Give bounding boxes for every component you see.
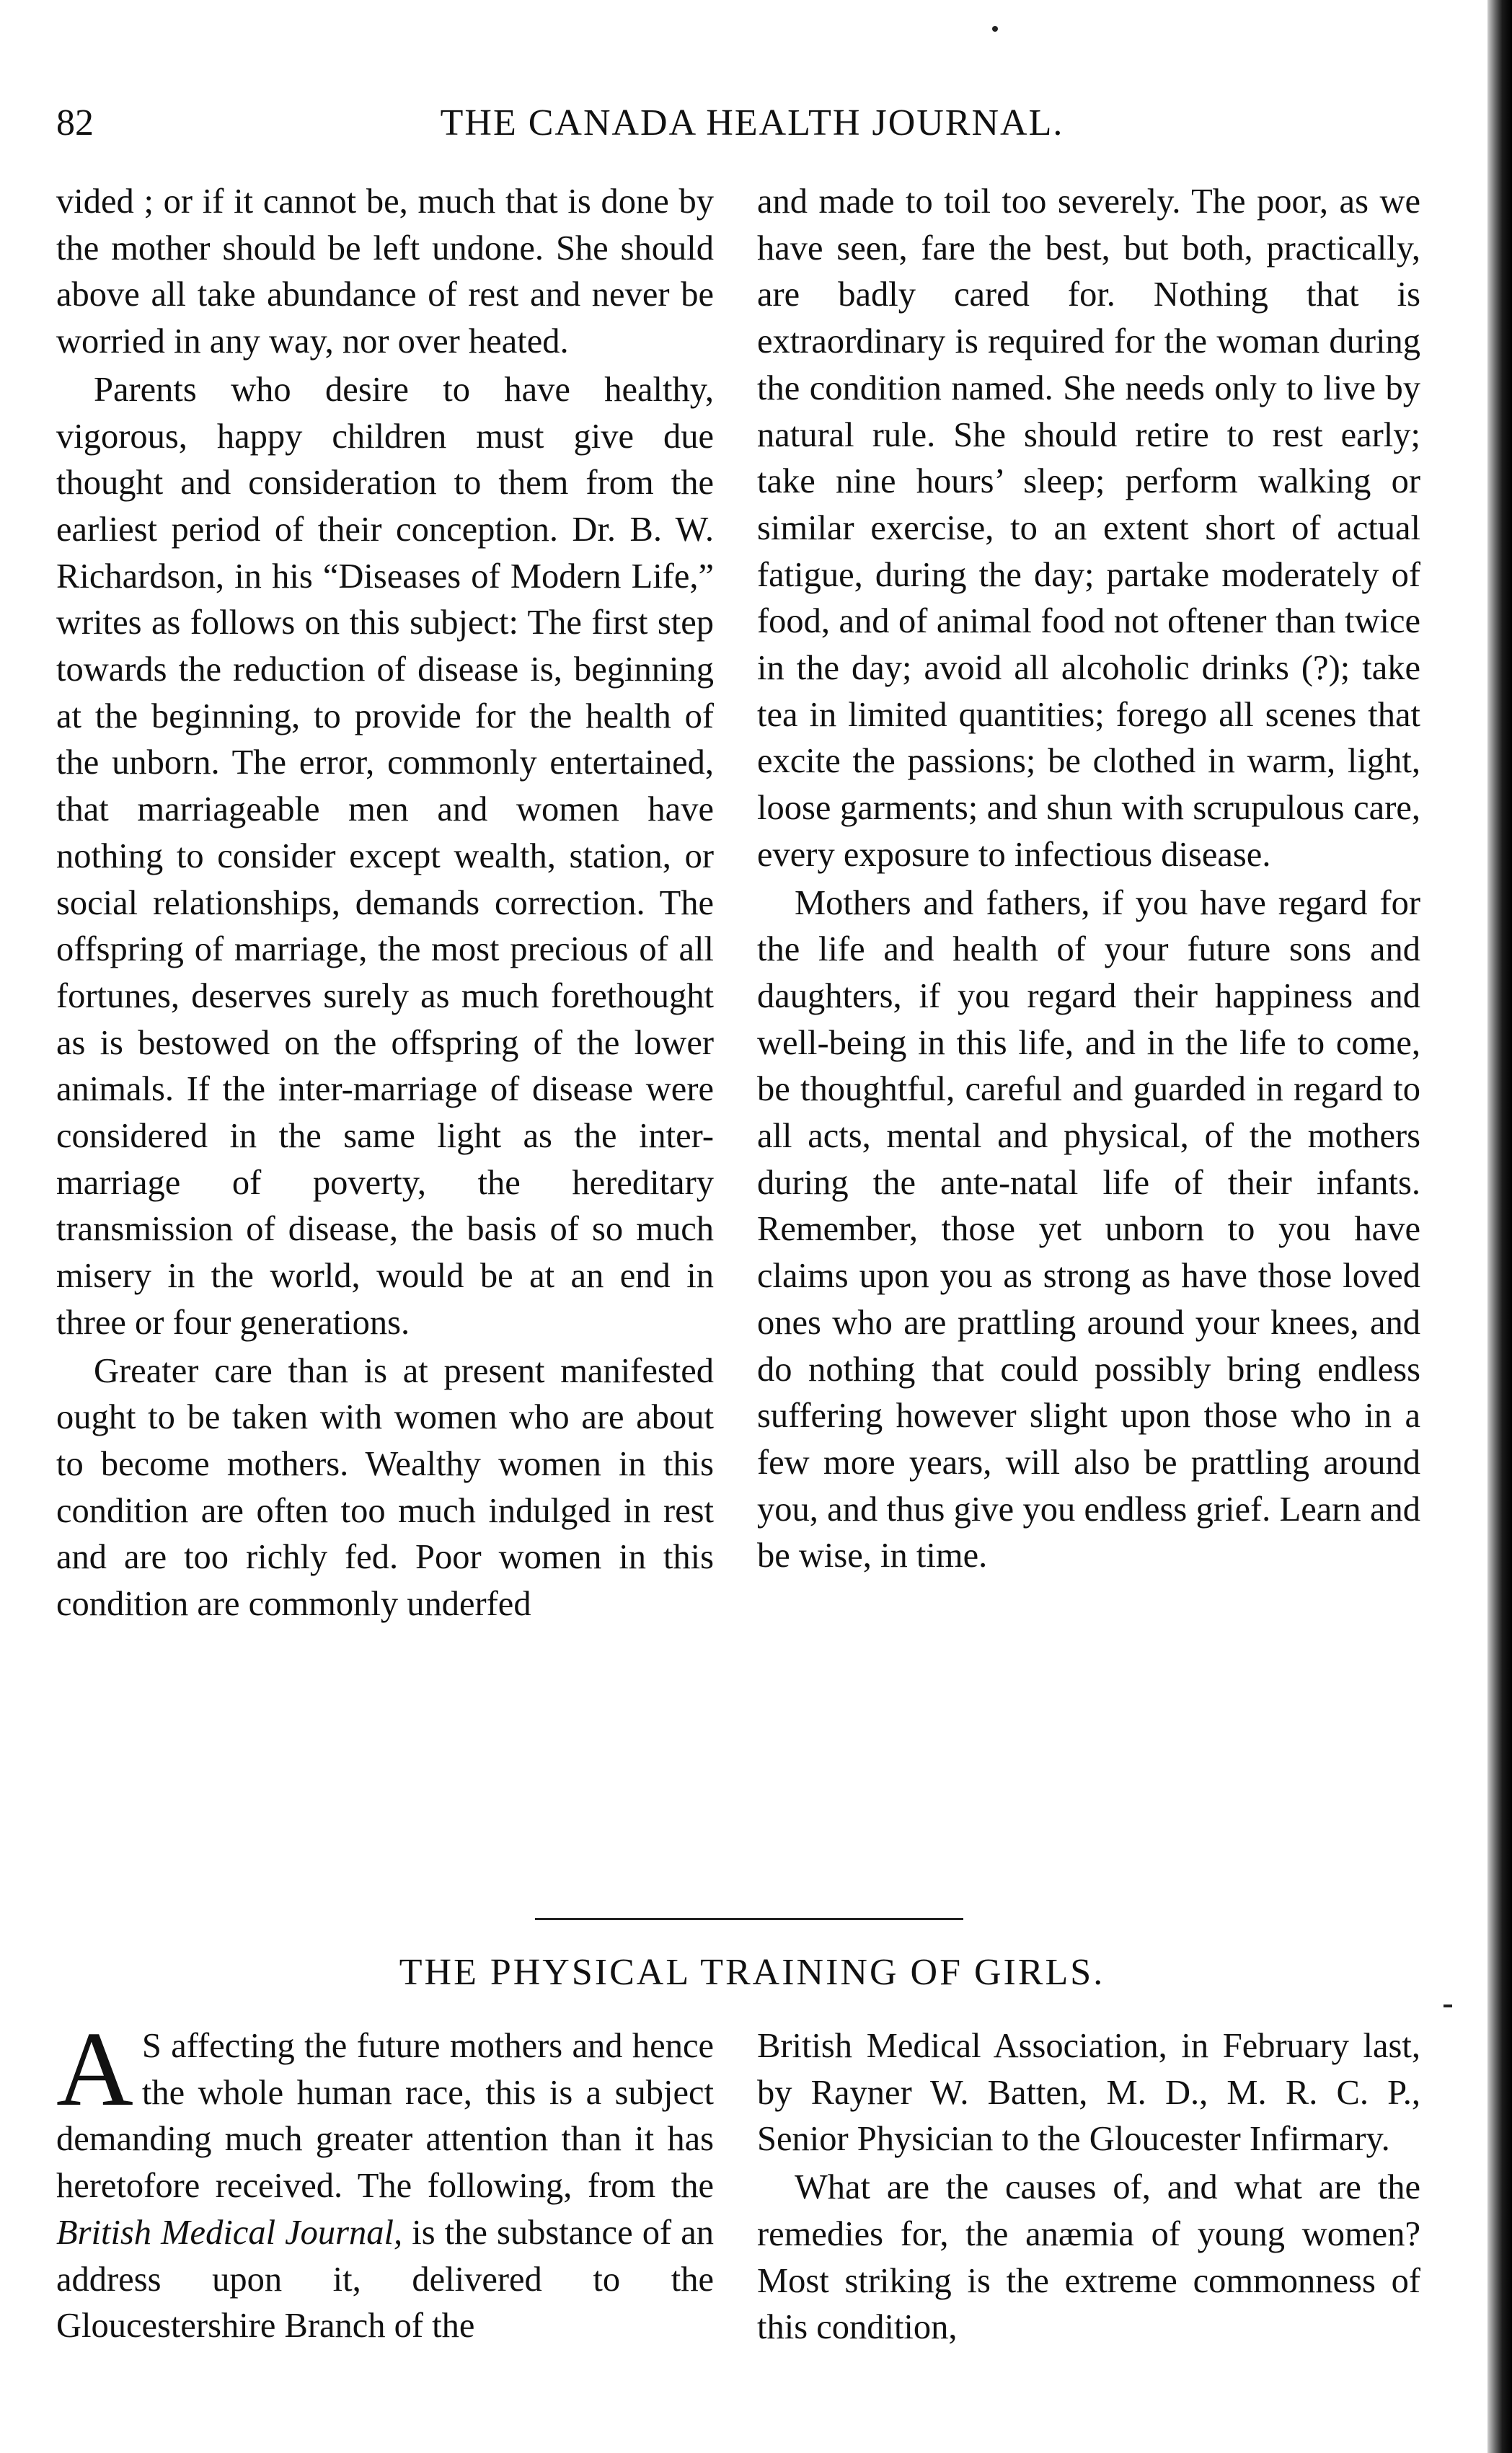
running-head: THE CANADA HEALTH JOURNAL. — [440, 102, 1064, 143]
paragraph: Greater care than is at present manifested ought to be taken with women who are about to become mothers. Wealthy women in this condition are often too much indulged in rest and are too richly fed. Poor women in this condition are commonly underfed — [56, 1351, 714, 1624]
column-top-left — [56, 179, 714, 1628]
journal-title: British Medical Journal, — [56, 2213, 403, 2252]
page-number: 82 — [56, 102, 94, 143]
column-bottom-right — [757, 2023, 1420, 2351]
speck-mark — [1444, 2005, 1452, 2007]
page-edge-shadow — [1487, 0, 1512, 2453]
paragraph: Parents who desire to have healthy, vigorous, happy children must give due thought and consideration to them from the earliest period of their conception. Dr. B. W. Richardson, in his “Diseases of Modern Life,” writes as follows on this subject: The first step towards the reduction of disease is, beginning at the beginning, to provide for the health of the unborn. The error, commonly entertained, that marriageable men and women have nothing to consider except wealth, station, or social relationships, demands correction. The offspring of marriage, the most precious of all fortunes, deserves surely as much forethought as is bestowed on the offspring of the lower animals. If the inter-marriage of disease were considered in the same light as the inter-marriage of poverty, the hereditary transmission of disease, the basis of so much misery in the world, would be at an end in three or four generations. — [56, 370, 714, 1342]
paragraph: vided ; or if it cannot be, much that is done by the mother should be left undone. She should above all take abundance of rest and never be worried in any way, nor over heated. — [56, 182, 714, 361]
text-run: S affecting the future mothers and hence the whole human race, this is a subject demanding much greater attention than it has heretofore received. The following, from the — [56, 2027, 714, 2206]
paragraph: and made to toil too severely. The poor, as we have seen, fare the best, but both, practically, are badly cared for. Nothing that is extraordinary is required for the woman during the condition named. She needs only to live by natural rule. She should retire to rest early; take nine hours’ sleep; perform walking or similar exercise, to an extent short of actual fatigue, during the day; partake moderately of food, and of animal food not oftener than twice in the day; avoid all alcoholic drinks (?); take tea in limited quantities; forego all scenes that excite the passions; be clothed in warm, light, loose garments; and shun with scrupulous care, every exposure to infectious disease. — [757, 182, 1420, 874]
paragraph: Mothers and fathers, if you have regard for the life and health of your future sons and daughters, if you regard their happiness and well-being in this life, and in the life to come, be thoughtful, careful and guarded in regard to all acts, mental and physical, of the mothers during the ante-natal life of their infants. Remember, those yet unborn to you have claims upon you as strong as have those loved ones who are prattling around your knees, and do nothing that could possibly bring endless suffering however slight upon those who in a few more years, will also be prattling around you, and thus give you endless grief. Learn and be wise, in time. — [757, 883, 1420, 1575]
section-divider — [535, 1918, 963, 1920]
column-bottom-left — [56, 2010, 714, 2350]
speck-mark — [992, 26, 998, 32]
paragraph: What are the causes of, and what are the remedies for, the anæmia of young women? Most striking is the extreme commonness of this condition, — [757, 2168, 1420, 2347]
drop-cap: A — [56, 2010, 133, 2129]
section-title: THE PHYSICAL TRAINING OF GIRLS. — [399, 1952, 1105, 1993]
paragraph — [56, 2010, 714, 2350]
column-top-right — [757, 179, 1420, 1580]
text-run: is the substance of an address upon it, delivered to the Gloucestershire Branch of the — [56, 2213, 714, 2346]
paragraph: British Medical Association, in February last, by Rayner W. Batten, M. D., M. R. C. P., Senior Physician to the Gloucester Infirmary. — [757, 2027, 1420, 2159]
page-header — [56, 98, 1448, 149]
